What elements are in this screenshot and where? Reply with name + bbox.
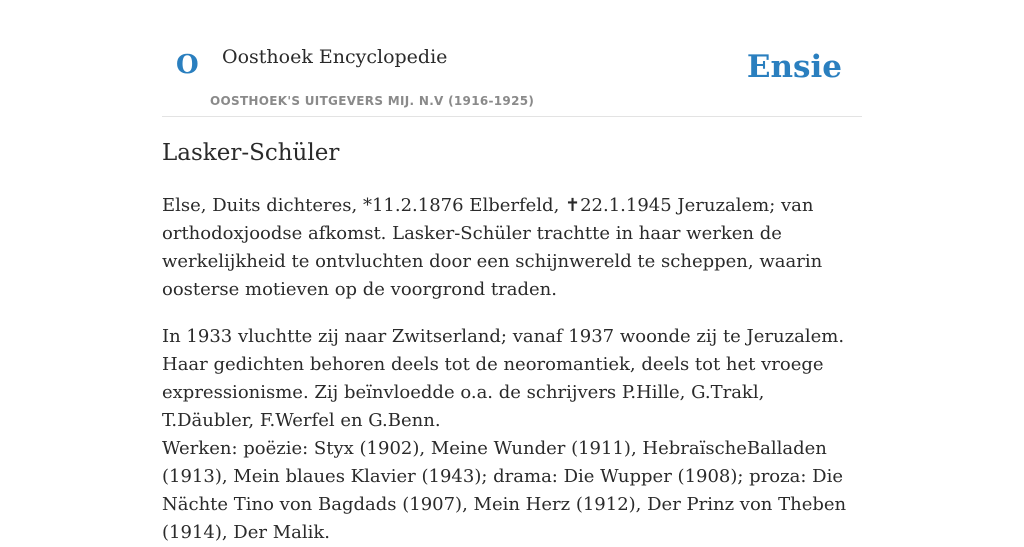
ensie-logo-link[interactable]: Ensie [746,49,842,85]
article-title: Lasker-Schüler [162,140,340,166]
page-content [162,0,862,543]
source-logo-icon[interactable]: O [176,50,199,80]
source-name-link[interactable]: Oosthoek Encyclopedie [222,46,448,68]
article-paragraph: In 1933 vluchtte zij naar Zwitserland; vanaf 1937 woonde zij te Jeruzalem. Haar gedichten behoren deels tot de neoromantiek, deels tot het vroege expressionisme. Zij beïnvloedde o.a. de schrijvers P.Hille, G.Trakl, T.Däubler, F.Werfel en G.Benn. [162,326,845,431]
article-paragraph: Werken: poëzie: Styx (1902), Meine Wunder (1911), HebraïscheBalladen (1913), Mein blaues Klavier (1943); drama: Die Wupper (1908); proza: Die Nächte Tino von Bagdads (1907), Mein Herz (1912), Der Prinz von Theben (1914), Der Malik. [162,438,847,543]
article-paragraph: Else, Duits dichteres, *11.2.1876 Elberfeld, ✝22.1.1945 Jeruzalem; van orthodoxjoodse afkomst. Lasker-Schüler trachtte in haar werken de werkelijkheid te ontvluchten door een schijnwereld te scheppen, waarin oosterse motieven op de voorgrond traden. [162,195,823,300]
source-publisher: OOSTHOEK'S UITGEVERS MIJ. N.V (1916-1925) [210,94,535,108]
article-header [162,0,862,117]
